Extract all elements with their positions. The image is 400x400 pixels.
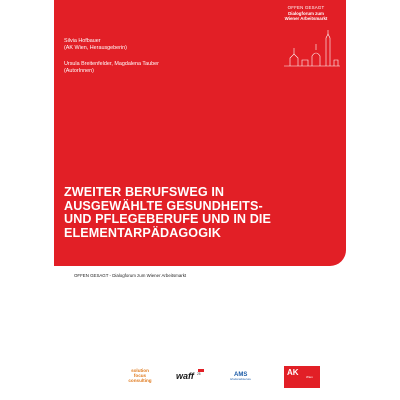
vienna-skyline-icon	[282, 30, 342, 70]
ams-logo: AMS Arbeitsmarktservice	[230, 372, 251, 381]
badge-line-1: OFFEN GESAGT	[287, 5, 325, 10]
series-badge	[276, 5, 336, 22]
brochure-cover	[54, 0, 346, 400]
title-line-3: UND PFLEGEBERUFE UND IN DIE	[64, 212, 272, 227]
title-line-1: ZWEITER BERUFSWEG IN	[64, 185, 225, 199]
authors-role: (AutorInnen)	[64, 68, 94, 75]
title-line-4: ELEMENTARPÄDAGOGIK	[64, 225, 221, 240]
editor-name: Silvia Hofbauer	[64, 38, 101, 44]
editor-role: (AK Wien, Herausgeberin)	[64, 45, 127, 52]
solution-focus-consulting-logo: solution focus consulting	[128, 368, 152, 384]
series-caption: OFFEN GESAGT - Dialogforum zum Wiener Arbeitsmarkt	[74, 273, 187, 278]
cover-title	[64, 186, 336, 240]
partner-logos	[54, 360, 346, 400]
badge-line-3: Wiener Arbeitsmarkt	[284, 16, 328, 22]
ak-wien-logo: AK Wien	[284, 366, 320, 388]
authors-names: Ursula Breitenfelder, Magdalena Tauber	[64, 60, 159, 67]
authors-block	[64, 38, 214, 76]
badge-line-2: Dialogforum zum	[288, 10, 324, 16]
title-line-2: AUSGEWÄHLTE GESUNDHEITS-	[64, 198, 263, 213]
waff-logo: waff 25	[176, 371, 216, 385]
